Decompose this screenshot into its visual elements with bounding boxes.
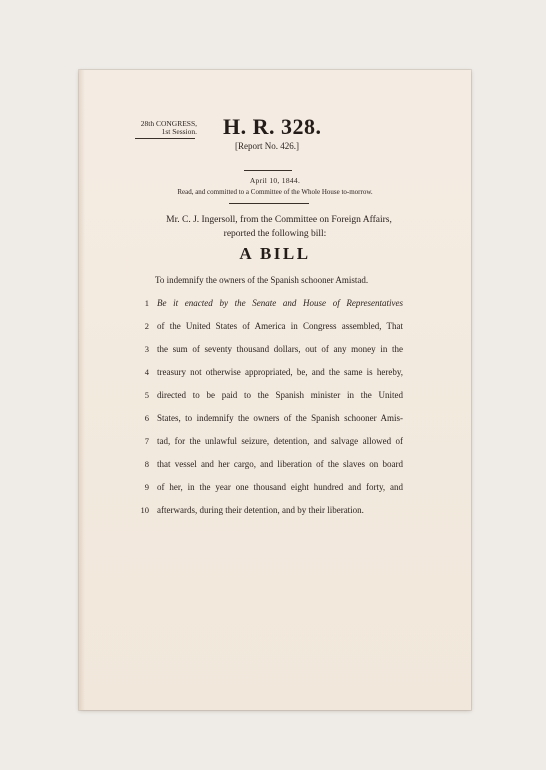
line-number: 9 <box>144 482 149 492</box>
bill-line <box>79 459 471 471</box>
line-text: tad, for the unlawful seizure, detention, and salvage allowed of <box>157 436 403 446</box>
line-number: 3 <box>144 344 149 354</box>
reporter-line: reported the following bill: <box>223 229 327 239</box>
line-text: of her, in the year one thousand eight hundred and forty, and <box>157 482 403 492</box>
line-text: directed to be paid to the Spanish minister in the United <box>157 390 403 400</box>
line-number: 1 <box>144 298 149 308</box>
bill-heading: A BILL <box>239 244 311 263</box>
bill-line <box>79 390 471 402</box>
line-text: that vessel and her cargo, and liberation of the slaves on board <box>157 459 403 469</box>
congress-line: 28th CONGRESS, <box>140 119 197 128</box>
line-text: States, to indemnify the owners of the Spanish schooner Amis- <box>157 413 403 423</box>
divider <box>135 138 195 139</box>
line-text: treasury not otherwise appropriated, be, and the same is hereby, <box>157 367 403 377</box>
divider <box>229 203 309 204</box>
divider <box>244 170 292 171</box>
bill-line <box>79 344 471 356</box>
document-page <box>79 70 471 710</box>
bill-line <box>79 436 471 448</box>
bill-line <box>79 413 471 425</box>
bill-date: April 10, 1844. <box>249 176 301 185</box>
line-text: of the United States of America in Congress assembled, That <box>157 321 403 331</box>
line-number: 2 <box>144 321 149 331</box>
line-text: the sum of seventy thousand dollars, out of any money in the <box>157 344 403 354</box>
bill-line <box>79 505 471 517</box>
line-number: 10 <box>140 505 149 515</box>
line-number: 7 <box>144 436 149 446</box>
line-number: 6 <box>144 413 149 423</box>
session-line: 1st Session. <box>161 127 197 136</box>
bill-purpose: To indemnify the owners of the Spanish schooner Amistad. <box>155 275 369 285</box>
bill-line <box>79 482 471 494</box>
report-number: [Report No. 426.] <box>235 141 299 151</box>
reporter-line: Mr. C. J. Ingersoll, from the Committee on Foreign Affairs, <box>166 215 392 225</box>
read-committed-line: Read, and committed to a Committee of the Whole House to-morrow. <box>177 188 373 196</box>
line-number: 5 <box>144 390 149 400</box>
line-number: 4 <box>144 367 149 377</box>
reporter-statement <box>79 213 471 241</box>
bill-number: H. R. 328. <box>223 114 322 139</box>
line-number: 8 <box>144 459 149 469</box>
congress-session-label <box>131 120 197 136</box>
bill-line <box>79 367 471 379</box>
line-text: afterwards, during their detention, and by their liberation. <box>157 505 364 515</box>
bill-line <box>79 298 471 310</box>
line-text: Be it enacted by the Senate and House of Representatives <box>157 298 403 308</box>
bill-line <box>79 321 471 333</box>
